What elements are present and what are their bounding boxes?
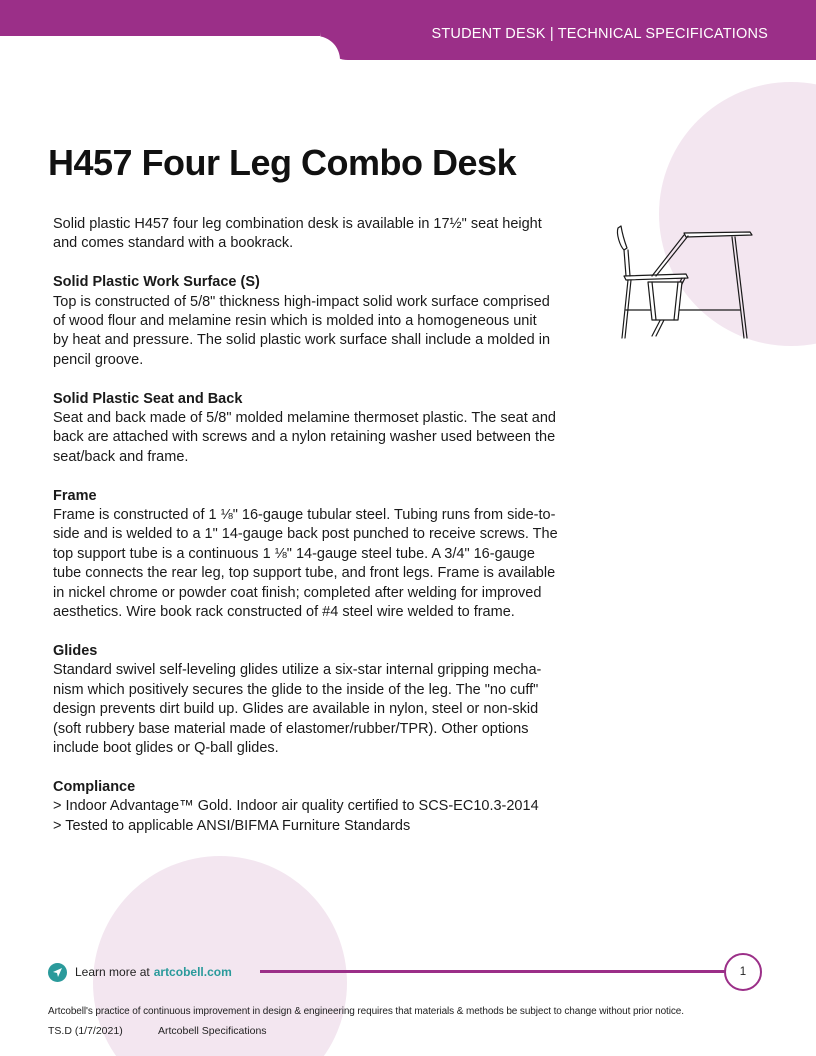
text-line: top support tube is a continuous 1 ⅛" 14-gauge steel tube. A 3/4" 16-gauge <box>53 545 535 562</box>
text-line: Seat and back made of 5/8" molded melamine thermoset plastic. The seat and <box>53 410 556 427</box>
section-heading-frame: Frame <box>53 487 97 504</box>
text-line: of wood flour and melamine resin which is molded into a homogeneous unit <box>53 313 537 330</box>
text-line: side and is welded to a 1" 14-gauge back post punched to receive screws. The <box>53 526 558 543</box>
navigation-arrow-icon <box>48 963 67 982</box>
text-line: tube connects the rear leg, top support tube, and front legs. Frame is available <box>53 565 556 582</box>
intro-line: Solid plastic H457 four leg combination desk is available in 17½" seat height <box>53 216 542 232</box>
section-body-frame <box>53 506 613 622</box>
section-heading-work-surface: Solid Plastic Work Surface (S) <box>53 274 260 291</box>
header-label: STUDENT DESK | TECHNICAL SPECIFICATIONS <box>431 26 768 42</box>
section-body-compliance <box>53 797 613 836</box>
section-heading-compliance: Compliance <box>53 778 136 795</box>
page-title: H457 Four Leg Combo Desk <box>48 142 517 183</box>
text-line: pencil groove. <box>53 351 144 368</box>
section-body-seat-back <box>53 409 613 467</box>
website-link[interactable]: artcobell.com <box>153 965 232 979</box>
intro-line: and comes standard with a bookrack. <box>53 235 294 252</box>
text-line: (soft rubbery base material made of elastomer/rubber/TPR). Other options <box>53 720 529 737</box>
text-line: Top is constructed of 5/8" thickness high-impact solid work surface comprised <box>53 293 550 310</box>
text-line: include boot glides or Q-ball glides. <box>53 739 279 756</box>
section-heading-seat-back: Solid Plastic Seat and Back <box>53 390 243 407</box>
text-line: aesthetics. Wire book rack constructed of #4 steel wire welded to frame. <box>53 604 515 621</box>
desk-illustration <box>612 220 754 344</box>
footer-divider <box>260 970 726 973</box>
document-code: TS.D (1/7/2021) <box>48 1025 123 1037</box>
learn-more-link[interactable] <box>48 962 232 982</box>
text-line: design prevents dirt build up. Glides are available in nylon, steel or non-skid <box>53 701 539 718</box>
text-line: nism which positively secures the glide to the inside of the leg. The "no cuff" <box>53 681 539 698</box>
disclaimer: Artcobell's practice of continuous improvement in design & engineering requires that materials & methods be subject to change without prior notice. <box>48 1006 684 1017</box>
text-line: by heat and pressure. The solid plastic work surface shall include a molded in <box>53 332 551 349</box>
intro-paragraph <box>53 215 613 254</box>
page-number-text: 1 <box>739 966 747 978</box>
learn-more-text: Learn more at <box>75 965 150 979</box>
text-line: in nickel chrome or powder coat finish; completed after welding for improved <box>53 584 542 601</box>
text-line: > Tested to applicable ANSI/BIFMA Furniture Standards <box>53 817 411 834</box>
text-line: > Indoor Advantage™ Gold. Indoor air quality certified to SCS-EC10.3-2014 <box>53 798 539 815</box>
document-name: Artcobell Specifications <box>158 1025 267 1037</box>
section-body-work-surface <box>53 293 613 371</box>
header-cap <box>0 36 340 66</box>
section-body-glides <box>53 661 613 758</box>
section-heading-glides: Glides <box>53 642 98 659</box>
page-number <box>724 953 762 991</box>
spec-body <box>53 215 613 855</box>
text-line: back are attached with screws and a nylon retaining washer used between the <box>53 429 556 446</box>
text-line: Frame is constructed of 1 ⅛" 16-gauge tubular steel. Tubing runs from side-to- <box>53 507 556 524</box>
text-line: Standard swivel self-leveling glides utilize a six-star internal gripping mecha- <box>53 662 542 679</box>
text-line: seat/back and frame. <box>53 448 189 465</box>
